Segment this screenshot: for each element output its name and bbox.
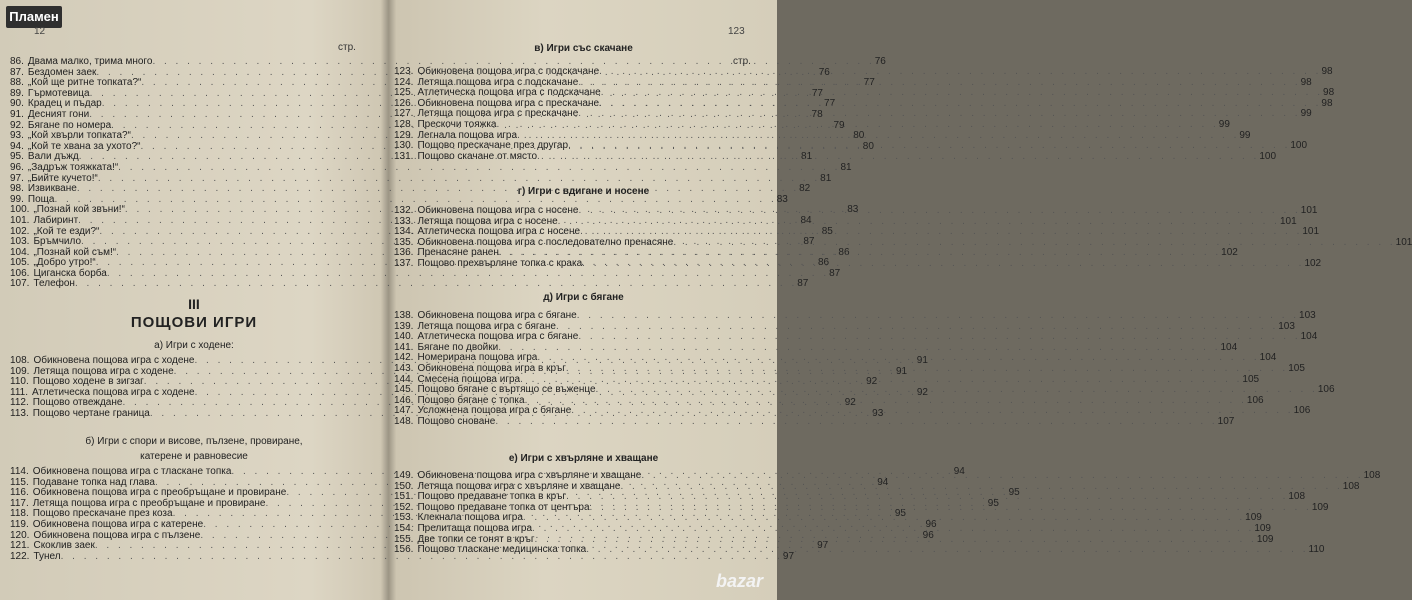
toc-page: 108 xyxy=(1342,480,1360,492)
toc-leader xyxy=(496,120,1218,131)
toc-number: 109. xyxy=(10,365,30,377)
toc-page: 76 xyxy=(818,66,830,78)
toc-page: 101 xyxy=(1395,236,1412,248)
toc-number: 143. xyxy=(394,362,414,374)
toc-title: „Задръж тояжката!“ xyxy=(27,161,119,173)
toc-number: 113. xyxy=(10,407,29,419)
toc-number: 106. xyxy=(10,267,30,279)
toc-title: Крадец и пъдар xyxy=(27,98,102,110)
toc-title: „Добро утро!“ xyxy=(33,257,96,269)
toc-number: 139. xyxy=(394,320,414,332)
toc-title: Циганска борба xyxy=(33,267,107,279)
toc-number: 150. xyxy=(394,480,414,492)
toc-title: Атлетическа пощова игра с носене xyxy=(417,226,581,238)
toc-number: 105. xyxy=(10,257,30,269)
toc-number: 95. xyxy=(10,151,24,163)
toc-title: Десният гони xyxy=(27,108,90,120)
left-col-header: стр. xyxy=(338,42,356,53)
toc-title: Пощово бягане с топка xyxy=(417,394,525,406)
toc-number: 103. xyxy=(10,236,30,248)
toc-title: Клекнала пощова игра xyxy=(417,512,523,524)
toc-number: 120. xyxy=(10,529,30,541)
toc-page: 98 xyxy=(1321,97,1333,109)
sub-heading-a: а) Игри с ходене: xyxy=(154,340,234,351)
toc-title: Пощово прескачане през коза xyxy=(32,508,173,520)
toc-number: 149. xyxy=(394,470,414,481)
toc-number: 155. xyxy=(394,533,414,545)
toc-page: 98 xyxy=(1300,76,1312,88)
toc-page: 100 xyxy=(1259,150,1277,162)
section-roman-numeral: III xyxy=(188,296,200,312)
toc-page: 81 xyxy=(801,151,813,163)
toc-title: Бръмчило xyxy=(33,236,82,248)
toc-page: 104 xyxy=(1220,341,1238,353)
toc-number: 126. xyxy=(394,97,414,109)
site-logo: Пламен xyxy=(6,6,62,28)
toc-page: 78 xyxy=(811,108,823,120)
toc-title: Летяща пощова игра с носене xyxy=(417,215,558,227)
toc-title: Обикновена пощова игра с последователно пренасяне xyxy=(417,236,674,248)
toc-number: 156. xyxy=(394,544,414,556)
toc-title: Номерирана пощова игра xyxy=(417,352,538,364)
toc-leader xyxy=(641,471,1363,482)
toc-page: 77 xyxy=(811,87,823,99)
toc-title: Обикновена пощова игра с пълзене xyxy=(33,529,201,541)
toc-title: Легнала пощова игра xyxy=(417,129,518,141)
toc-title: Скоклив заек xyxy=(33,540,95,552)
toc-page: 77 xyxy=(863,77,875,89)
toc-page: 109 xyxy=(1256,533,1274,545)
right-col-header: стр. xyxy=(733,56,751,67)
toc-page: 109 xyxy=(1311,501,1329,513)
sub-heading-g: г) Игри с вдигане и носене xyxy=(517,186,650,197)
toc-title: Обикновена пощова игра с прескачане xyxy=(417,97,600,109)
toc-page: 77 xyxy=(824,98,836,110)
toc-number: 114. xyxy=(10,466,29,477)
toc-page: 93 xyxy=(872,407,884,419)
toc-title: Летяща пощова игра с ходене xyxy=(33,365,174,377)
toc-title: Обикновена пощова игра с носене xyxy=(417,205,579,216)
toc-number: 154. xyxy=(394,522,414,534)
toc-title: Обикновена пощова игра с подскачане xyxy=(417,66,600,77)
toc-number: 131. xyxy=(394,150,414,162)
toc-number: 100. xyxy=(10,204,30,216)
toc-page: 83 xyxy=(776,193,788,205)
toc-page: 95 xyxy=(1008,487,1020,499)
toc-page: 79 xyxy=(833,119,845,131)
toc-number: 148. xyxy=(394,415,414,427)
toc-title: Гърмотевица xyxy=(27,87,90,99)
toc-number: 151. xyxy=(394,491,414,503)
toc-title: Пощово прехвърляне топка с крака xyxy=(417,257,583,269)
toc-title: Летяща пощова игра с прескачане xyxy=(417,108,579,120)
toc-number: 96. xyxy=(10,161,24,173)
right-page-number: 123 xyxy=(728,26,745,37)
toc-number: 121. xyxy=(10,540,30,552)
toc-page: 99 xyxy=(1239,129,1251,141)
toc-page: 108 xyxy=(1363,470,1381,481)
toc-title: Извикване xyxy=(27,183,77,195)
toc-number: 93. xyxy=(10,130,24,142)
toc-page: 97 xyxy=(782,550,795,562)
toc-title: Пренасяне ранен xyxy=(417,247,499,259)
toc-leader xyxy=(582,259,1304,270)
toc-number: 142. xyxy=(394,352,414,364)
toc-page: 109 xyxy=(1254,522,1271,534)
toc-title: Бездомен заек xyxy=(27,66,97,78)
toc-row xyxy=(394,310,1316,322)
toc-leader xyxy=(537,152,1259,163)
toc-page: 106 xyxy=(1293,405,1311,417)
toc-title: Пощово сноване xyxy=(417,415,496,427)
toc-page: 96 xyxy=(922,529,934,541)
toc-page: 102 xyxy=(1221,247,1238,259)
toc-row xyxy=(10,161,852,174)
toc-title: Атлетическа пощова игра с ходене xyxy=(31,386,195,398)
toc-number: 136. xyxy=(394,247,414,259)
toc-number: 86. xyxy=(10,56,24,67)
toc-title: Пощово бягане с въртящо се въженце xyxy=(417,384,596,396)
toc-title: Обикновена пощова игра с хвърляне и хващане xyxy=(417,470,642,481)
toc-title: Пощово ходене в зигзаг xyxy=(32,376,144,388)
toc-number: 138. xyxy=(394,310,414,321)
toc-page: 106 xyxy=(1246,394,1264,406)
sub-heading-d: д) Игри с бягане xyxy=(543,292,624,303)
toc-title: Обикновена пощова игра с бягане xyxy=(417,310,577,321)
sub-heading-b-line1: б) Игри с спори и висове, пълзене, провиране, xyxy=(85,436,303,447)
toc-number: 104. xyxy=(10,246,30,258)
toc-number: 92. xyxy=(10,119,24,131)
toc-number: 147. xyxy=(394,405,414,417)
toc-title: Летяща пощова игра с подскачане xyxy=(417,76,579,88)
toc-title: Пощово чертане граница xyxy=(32,407,150,419)
toc-number: 137. xyxy=(394,257,414,269)
toc-leader xyxy=(578,206,1300,217)
toc-page: 91 xyxy=(895,365,908,377)
toc-page: 103 xyxy=(1299,310,1316,321)
toc-number: 94. xyxy=(10,140,24,152)
toc-page: 99 xyxy=(1300,108,1312,120)
toc-number: 133. xyxy=(394,215,414,227)
toc-number: 117. xyxy=(10,497,29,509)
toc-title: Смесена пощова игра xyxy=(417,373,521,385)
toc-number: 90. xyxy=(10,98,24,110)
toc-page: 92 xyxy=(866,376,878,388)
toc-number: 118. xyxy=(10,508,29,520)
toc-leader xyxy=(532,524,1254,535)
toc-number: 99. xyxy=(10,193,24,205)
toc-number: 135. xyxy=(394,236,414,248)
toc-page: 91 xyxy=(916,355,928,366)
toc-page: 102 xyxy=(1304,257,1322,269)
toc-leader xyxy=(577,311,1299,322)
toc-page: 103 xyxy=(1278,320,1295,332)
toc-number: 134. xyxy=(394,226,414,238)
toc-number: 153. xyxy=(394,512,414,524)
toc-page: 97 xyxy=(817,540,829,552)
toc-number: 125. xyxy=(394,87,414,99)
toc-page: 109 xyxy=(1245,512,1262,524)
toc-number: 107. xyxy=(10,278,30,290)
toc-leader xyxy=(599,67,1321,78)
section-title: ПОЩОВИ ИГРИ xyxy=(130,314,258,331)
toc-page: 106 xyxy=(1317,384,1335,396)
toc-title: „Бийте кучето!“ xyxy=(27,172,98,184)
toc-title: Пощово предаване топка в кръг xyxy=(417,491,567,503)
toc-title: Обикновена пощова игра в кръг xyxy=(417,362,566,374)
toc-title: Пощово отвеждане xyxy=(32,397,123,409)
toc-number: 130. xyxy=(394,140,414,152)
toc-title: Обикновена пощова игра с катерене xyxy=(32,518,204,530)
sub-heading-e: е) Игри с хвърляне и хващане xyxy=(508,453,659,464)
toc-title: Лабиринт xyxy=(33,214,79,226)
toc-title: Прелитаща пощова игра xyxy=(417,522,533,534)
toc-title: Пощово прескачане през другар xyxy=(417,140,569,152)
toc-title: Атлетическа пощова игра с подскачане xyxy=(417,87,601,99)
toc-title: Атлетическа пощова игра с бягане xyxy=(417,331,579,343)
toc-title: Усложнена пощова игра с бягане xyxy=(417,405,572,417)
toc-page: 80 xyxy=(862,140,874,152)
toc-number: 89. xyxy=(10,87,24,99)
toc-number: 98. xyxy=(10,183,24,195)
toc-number: 97. xyxy=(10,172,24,184)
toc-title: „Кой ще ритне топката?“ xyxy=(27,77,142,89)
toc-page: 94 xyxy=(953,466,965,477)
toc-leader xyxy=(495,417,1217,428)
toc-title: Бягане по номера xyxy=(27,119,112,131)
toc-row xyxy=(394,415,1235,428)
toc-page: 101 xyxy=(1279,215,1297,227)
toc-number: 102. xyxy=(10,225,30,237)
toc-title: Поща xyxy=(27,193,55,205)
toc-number: 132. xyxy=(394,205,414,216)
toc-page: 107 xyxy=(1217,415,1235,427)
toc-page: 98 xyxy=(1323,87,1335,99)
toc-title: Пощово тласкане медицинска топка xyxy=(417,544,587,556)
toc-leader xyxy=(586,545,1308,556)
toc-number: 144. xyxy=(394,373,414,385)
toc-number: 141. xyxy=(394,341,414,353)
toc-page: 110 xyxy=(1308,544,1325,556)
toc-title: Вали дъжд xyxy=(27,151,79,163)
toc-title: Пощово предаване топка от центъра xyxy=(417,501,590,513)
toc-number: 124. xyxy=(394,76,414,88)
toc-title: Пощово скачане от място xyxy=(417,150,538,162)
toc-number: 146. xyxy=(394,394,414,406)
toc-page: 105 xyxy=(1288,362,1305,374)
toc-title: „Кой те хвана за ухото?“ xyxy=(27,140,141,152)
toc-number: 129. xyxy=(394,129,414,141)
toc-page: 108 xyxy=(1288,491,1306,503)
toc-title: Двама малко, трима много xyxy=(27,56,153,67)
toc-number: 108. xyxy=(10,355,30,366)
toc-page: 105 xyxy=(1242,373,1260,385)
toc-number: 115. xyxy=(10,476,29,488)
sub-heading-v: в) Игри със скачане xyxy=(534,43,633,54)
toc-leader xyxy=(75,279,797,290)
toc-page: 76 xyxy=(874,56,886,67)
toc-title: Летяща пощова игра с преобръщане и провиране xyxy=(32,497,266,509)
toc-page: 92 xyxy=(844,397,856,409)
toc-number: 127. xyxy=(394,108,414,120)
toc-number: 119. xyxy=(10,518,29,530)
toc-page: 98 xyxy=(1321,66,1333,77)
toc-title: „Познай кой съм!“ xyxy=(33,246,117,258)
toc-title: „Познай кой звъни!“ xyxy=(33,204,125,216)
toc-page: 94 xyxy=(877,476,889,488)
toc-title: Обикновена пощова игра с тласкане топка xyxy=(32,466,232,477)
toc-title: „Кой те езди?“ xyxy=(33,225,100,237)
toc-page: 104 xyxy=(1300,331,1318,343)
toc-page: 86 xyxy=(817,257,830,269)
toc-page: 82 xyxy=(799,183,811,195)
toc-page: 81 xyxy=(820,172,832,184)
toc-leader xyxy=(118,163,840,174)
toc-number: 128. xyxy=(394,118,414,130)
toc-page: 86 xyxy=(838,246,850,258)
toc-number: 88. xyxy=(10,77,24,89)
toc-page: 87 xyxy=(797,278,809,290)
toc-number: 116. xyxy=(10,487,29,499)
toc-page: 80 xyxy=(853,130,865,142)
toc-title: Летяща пощова игра с бягане xyxy=(417,320,556,332)
toc-number: 111. xyxy=(10,386,28,398)
toc-page: 87 xyxy=(829,267,841,279)
left-page-number: 12 xyxy=(34,26,46,37)
toc-page: 95 xyxy=(987,497,999,509)
toc-title: Прескочи тояжка xyxy=(417,118,497,130)
toc-title: Бягане по двойки xyxy=(417,341,499,353)
toc-title: Телефон xyxy=(33,278,75,290)
toc-page: 92 xyxy=(916,386,928,398)
toc-title: Тунел xyxy=(33,550,61,562)
toc-page: 96 xyxy=(925,518,937,530)
toc-number: 123. xyxy=(394,66,414,77)
toc-number: 112. xyxy=(10,397,29,409)
toc-title: Подаване топка над глава xyxy=(32,476,155,488)
toc-page: 101 xyxy=(1302,226,1320,238)
toc-title: Две топки се гонят в кръг xyxy=(417,533,535,545)
toc-page: 84 xyxy=(800,214,812,226)
toc-title: Обикновена пощова игра с преобръщане и провиране xyxy=(32,487,287,499)
toc-number: 87. xyxy=(10,66,24,78)
watermark-badge: bazar xyxy=(715,571,763,591)
toc-page: 81 xyxy=(840,161,852,173)
toc-title: Летяща пощова игра с хвърляне и хващане xyxy=(417,480,621,492)
toc-number: 91. xyxy=(10,108,24,120)
toc-page: 95 xyxy=(894,508,906,520)
toc-title: Обикновена пощова игра с ходене xyxy=(33,355,195,366)
sub-heading-b-line2: катерене и равновесие xyxy=(140,451,248,462)
toc-page: 99 xyxy=(1218,118,1230,130)
toc-page: 87 xyxy=(803,236,815,248)
toc-number: 140. xyxy=(394,331,414,343)
toc-page: 83 xyxy=(847,204,859,216)
toc-page: 85 xyxy=(821,225,833,237)
toc-page: 104 xyxy=(1259,352,1277,364)
toc-number: 110. xyxy=(10,376,29,388)
toc-row xyxy=(10,278,809,290)
toc-leader xyxy=(566,364,1288,375)
toc-page: 101 xyxy=(1300,205,1318,216)
toc-number: 122. xyxy=(10,550,30,562)
toc-page: 100 xyxy=(1290,140,1308,152)
toc-number: 152. xyxy=(394,501,414,513)
toc-title: „Кой хвърли топката?“ xyxy=(27,130,131,142)
toc-number: 145. xyxy=(394,384,414,396)
toc-number: 101. xyxy=(10,214,30,226)
